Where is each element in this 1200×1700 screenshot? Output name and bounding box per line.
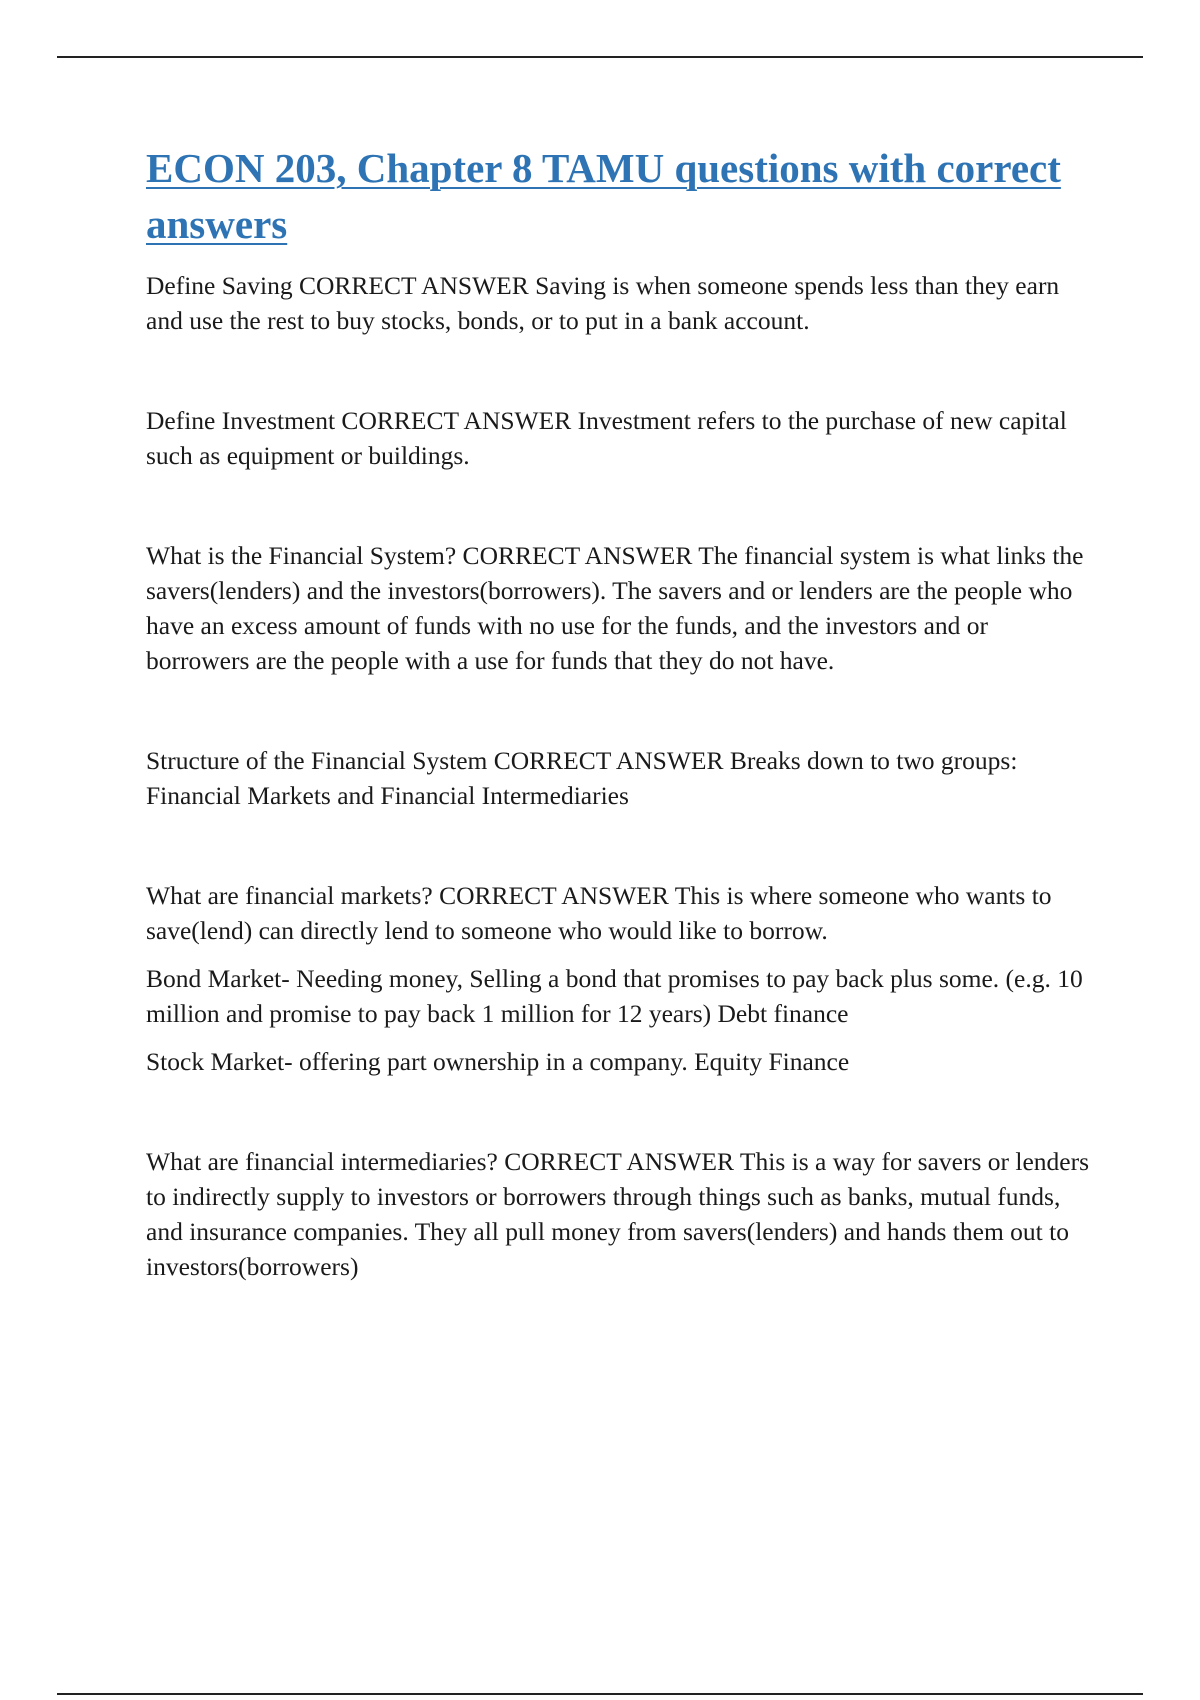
footer-rule — [57, 1693, 1143, 1695]
qa-define-saving: Define Saving CORRECT ANSWER Saving is when someone spends less than they earn and use the rest to buy stocks, bonds, or to put in a bank account. — [146, 271, 1060, 335]
qa-financial-system: What is the Financial System? CORRECT ANSWER The financial system is what links the savers(lenders) and the investors(borrowers). The savers and or lenders are the people who have an excess amount of funds with no use for the funds, and the investors and or borrowers are the people with a use for funds that they do not have. — [146, 541, 1084, 675]
qa-structure-financial-system: Structure of the Financial System CORRECT ANSWER Breaks down to two groups: Financial Markets and Financial Intermediaries — [146, 746, 1018, 810]
qa-financial-intermediaries: What are financial intermediaries? CORRECT ANSWER This is a way for savers or lenders to indirectly supply to investors or borrowers through things such as banks, mutual funds, and insurance companies. They all pull money from savers(lenders) and hands them out to investors(borrowers) — [146, 1147, 1090, 1281]
note-stock-market: Stock Market- offering part ownership in a company. Equity Finance — [146, 1047, 850, 1076]
note-bond-market: Bond Market- Needing money, Selling a bond that promises to pay back plus some. (e.g. 10 million and promise to pay back 1 million for 12 years) Debt finance — [146, 964, 1083, 1028]
header-rule — [57, 56, 1143, 58]
qa-define-investment: Define Investment CORRECT ANSWER Investment refers to the purchase of new capital such as equipment or buildings. — [146, 406, 1067, 470]
qa-financial-markets: What are financial markets? CORRECT ANSWER This is where someone who wants to save(lend) can directly lend to someone who would like to borrow. — [146, 881, 1052, 945]
document-title[interactable]: ECON 203, Chapter 8 TAMU questions with correct answers — [146, 145, 1061, 247]
document-body — [146, 140, 1096, 1284]
